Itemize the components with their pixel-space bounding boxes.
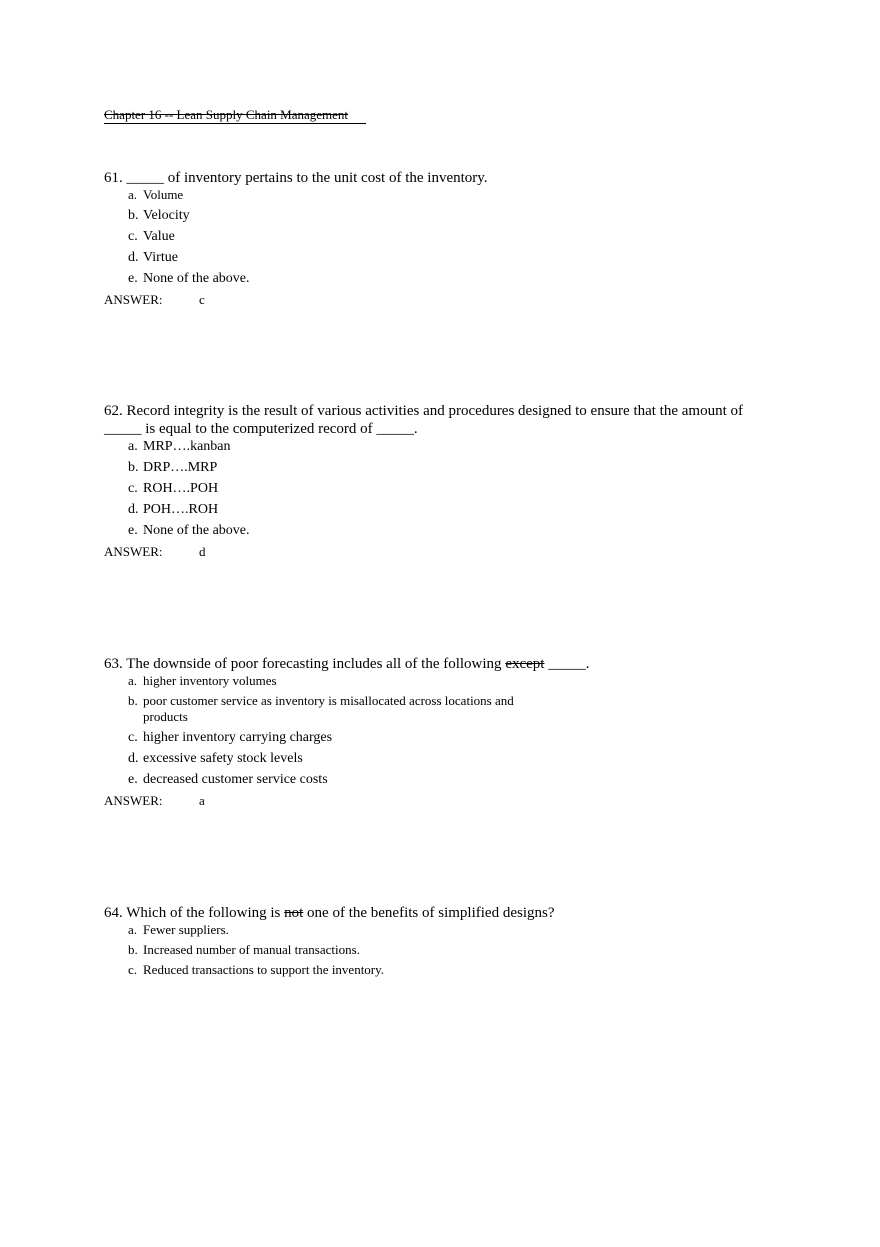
answer-line	[104, 793, 754, 809]
option-text: MRP….kanban	[143, 439, 231, 454]
answer-value: a	[199, 793, 205, 808]
option-letter: e.	[128, 271, 138, 286]
stem-emphasis: except	[505, 656, 545, 672]
option-e	[104, 270, 754, 287]
question-stem: 61. _____ of inventory pertains to the unit cost of the inventory.	[104, 170, 488, 186]
option-text: Increased number of manual transactions.	[143, 942, 360, 957]
option-a	[104, 922, 754, 938]
option-letter: a.	[128, 922, 138, 937]
option-c	[104, 480, 754, 497]
option-d	[104, 249, 754, 266]
option-a	[104, 673, 754, 689]
option-text: ROH….POH	[143, 481, 219, 496]
option-d	[104, 501, 754, 518]
option-text: DRP….MRP	[143, 460, 218, 475]
option-e	[104, 522, 754, 539]
option-list	[104, 438, 754, 539]
option-a	[104, 438, 754, 455]
option-list	[104, 187, 754, 287]
answer-label: ANSWER:	[104, 544, 163, 559]
option-letter: d.	[128, 250, 139, 265]
option-text: higher inventory volumes	[143, 673, 277, 688]
option-text: Volume	[143, 187, 184, 202]
question-64	[104, 904, 754, 978]
option-d	[104, 750, 754, 767]
option-b	[104, 459, 754, 476]
question-stem	[104, 655, 754, 673]
option-b	[104, 693, 754, 725]
question-63	[104, 655, 754, 809]
option-letter: c.	[128, 481, 138, 496]
option-c	[104, 228, 754, 245]
question-61	[104, 169, 754, 308]
option-text: Virtue	[143, 250, 178, 265]
option-text: excessive safety stock levels	[143, 751, 303, 766]
option-letter: d.	[128, 502, 139, 517]
option-text: None of the above.	[143, 271, 250, 286]
stem-text: _____.	[544, 656, 590, 672]
question-stem	[104, 904, 754, 922]
option-text: poor customer service as inventory is misallocated across locations and products	[143, 693, 514, 724]
option-a	[104, 187, 754, 203]
option-letter: c.	[128, 229, 138, 244]
answer-value: d	[199, 544, 206, 559]
option-text: Reduced transactions to support the inventory.	[143, 962, 385, 977]
option-list	[104, 922, 754, 978]
option-text: None of the above.	[143, 523, 250, 538]
option-letter: a.	[128, 673, 138, 688]
answer-label: ANSWER:	[104, 793, 163, 808]
option-text: decreased customer service costs	[143, 772, 328, 787]
option-e	[104, 771, 754, 788]
answer-value: c	[199, 292, 205, 307]
option-letter: e.	[128, 772, 138, 787]
option-letter: c.	[128, 730, 138, 745]
question-stem: 62. Record integrity is the result of various activities and procedures designed to ensure that the amount of _____ is equal to the computerized record of _____.	[104, 403, 743, 437]
option-letter: b.	[128, 693, 138, 708]
option-letter: b.	[128, 942, 138, 957]
answer-line	[104, 544, 754, 560]
option-letter: a.	[128, 187, 138, 202]
stem-text: 63. The downside of poor forecasting includes all of the following	[104, 656, 506, 672]
option-b	[104, 942, 754, 958]
answer-label: ANSWER:	[104, 292, 163, 307]
option-text: higher inventory carrying charges	[143, 730, 333, 745]
option-c	[104, 729, 754, 746]
option-text: Fewer suppliers.	[143, 922, 229, 937]
option-letter: c.	[128, 962, 138, 977]
option-letter: e.	[128, 523, 138, 538]
chapter-title: Chapter 16 -- Lean Supply Chain Management	[104, 107, 349, 122]
option-text: Velocity	[143, 208, 190, 223]
option-c	[104, 962, 754, 978]
stem-text: 64. Which of the following is	[104, 905, 285, 921]
option-text: POH….ROH	[143, 502, 219, 517]
chapter-header	[104, 107, 366, 124]
option-letter: b.	[128, 208, 139, 223]
question-62	[104, 402, 754, 560]
option-b	[104, 207, 754, 224]
option-letter: d.	[128, 751, 139, 766]
option-list	[104, 673, 754, 788]
stem-text: one of the benefits of simplified designs?	[303, 905, 555, 921]
answer-line	[104, 292, 754, 308]
option-letter: b.	[128, 460, 139, 475]
option-letter: a.	[128, 439, 138, 454]
option-text: Value	[143, 229, 175, 244]
stem-emphasis: not	[284, 905, 304, 921]
